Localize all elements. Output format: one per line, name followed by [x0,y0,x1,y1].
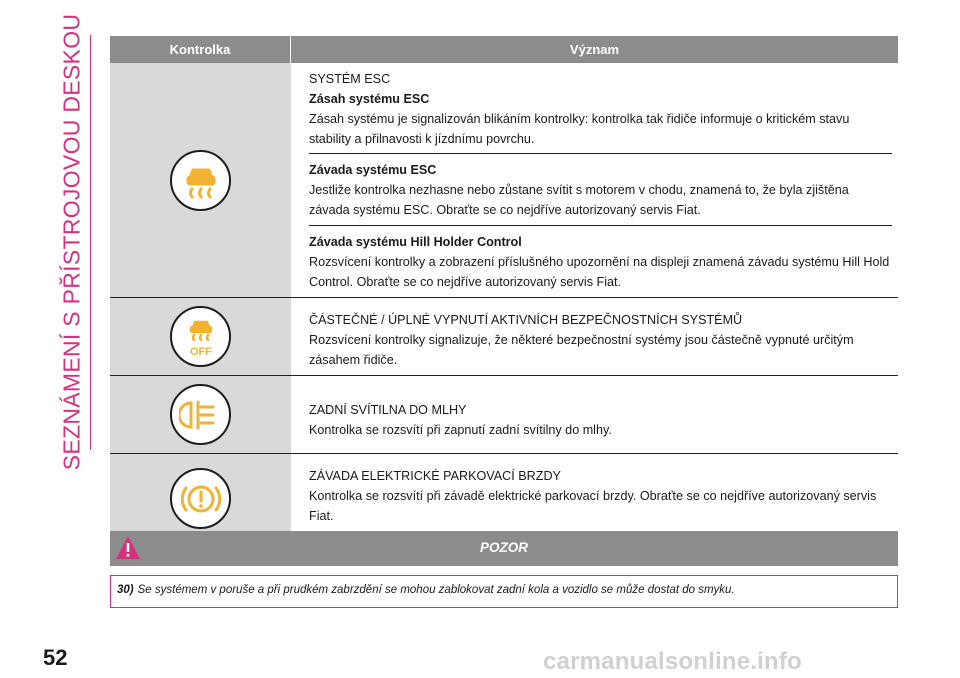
meaning-cell [291,376,898,453]
warning-note-text: Se systémem v poruše a při prudkém zabrzdění se mohou zablokovat zadní kola a vozidlo se může dostat do smyku. [137,584,735,596]
table-row [110,298,898,376]
warning-caption: ZÁVADA ELEKTRICKÉ PARKOVACÍ BRZDY [309,469,561,483]
warning-heading: POZOR [479,540,528,555]
warning-note-number: 30) [117,584,134,596]
section-divider [90,35,91,450]
warning-icon-cell [110,298,291,375]
description: Kontrolka se rozsvítí při závadě elektrické parkovací brzdy. Obraťte se co nejdříve autorizovaný servis Fiat. [309,489,877,523]
description: Kontrolka se rozsvítí při zapnutí zadní svítilny do mlhy. [309,423,612,437]
warning-icon-cell [110,454,291,543]
table-header [110,36,898,63]
subheading: Závada systému ESC [309,163,437,177]
meaning-cell [291,63,898,297]
warning-icon-cell [110,63,291,297]
rear-fog-lamp-icon [170,384,231,445]
warning-icon-cell [110,376,291,453]
column-header-meaning: Význam [290,36,898,63]
warning-caption: ZADNÍ SVÍTILNA DO MLHY [309,403,467,417]
section-title: SEZNÁMENÍ S PŘÍSTROJOVOU DESKOU [58,13,85,471]
table-row [110,376,898,454]
warning-header [110,531,898,566]
meaning-cell [291,454,898,543]
watermark: carmanualsonline.info [543,648,802,675]
meaning-cell [291,298,898,375]
off-label: OFF [189,345,212,358]
section-title-vertical [56,13,88,471]
column-header-warning: Kontrolka [169,42,231,57]
description: Zásah systému je signalizován blikáním kontrolky: kontrolka tak řidiče informuje o kritickém stavu stability a přilnavosti k jízdnímu povrchu. [309,112,850,146]
description: Rozsvícení kontrolky signalizuje, že některé bezpečnostní systémy jsou částečně vypnuté určitým zásahem řidiče. [309,333,854,367]
subheading: Závada systému Hill Holder Control [309,235,522,249]
electric-parking-brake-fault-icon [170,468,231,529]
page-number: 52 [43,645,68,670]
table-row [110,63,898,298]
warning-lights-table [110,36,898,544]
warning-note-box [110,575,898,608]
warning-caption: SYSTÉM ESC [309,72,391,86]
warning-caption: ČÁSTEČNÉ / ÚPLNÉ VYPNUTÍ AKTIVNÍCH BEZPEČNOSTNÍCH SYSTÉMŮ [309,313,743,327]
description: Rozsvícení kontrolky a zobrazení příslušného upozornění na displeji znamená závadu systému Hill Hold Control. Obraťte se co nejdříve autorizovaný servis Fiat. [309,255,890,289]
description: Jestliže kontrolka nezhasne nebo zůstane svítit s motorem v chodu, znamená to, že byla zjištěna závada systému ESC. Obraťte se co nejdříve autorizovaný servis Fiat. [309,183,849,217]
esc-off-lamp-icon [170,306,231,367]
subheading: Zásah systému ESC [309,92,430,106]
esc-skid-lamp-icon [170,150,231,211]
warning-note [117,584,735,596]
